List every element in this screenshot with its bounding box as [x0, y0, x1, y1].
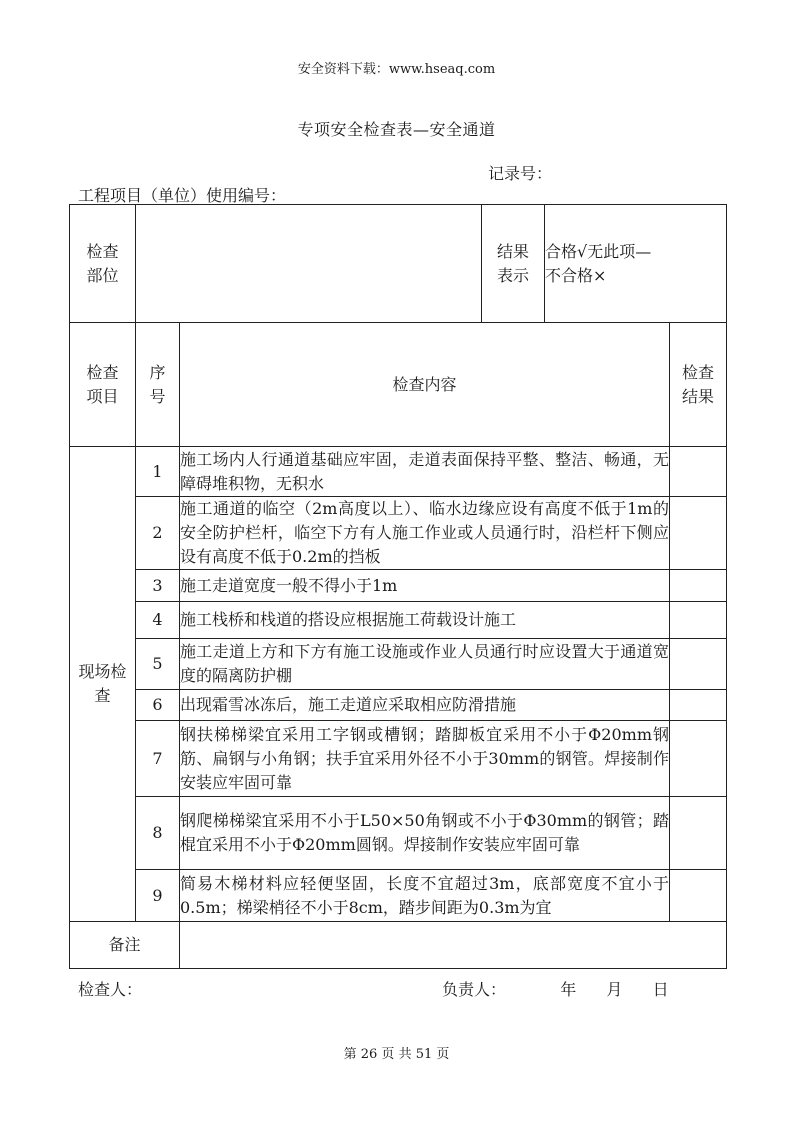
col-content-header: 检查内容 — [180, 323, 670, 447]
row-result-cell[interactable] — [670, 447, 727, 497]
row-content: 施工栈桥和栈道的搭设应根据施工荷载设计施工 — [180, 602, 670, 639]
location-label: 检查部位 — [86, 241, 119, 285]
row-result-cell[interactable] — [670, 721, 727, 797]
result-legend-line1: 合格√无此项— — [545, 241, 652, 261]
row-content: 钢扶梯梯梁宜采用工字钢或槽钢；踏脚板宜采用不小于Φ20mm钢筋、扁钢与小角钢；扶手宜采用外径不小于30mm的钢管。焊接制作安装应牢固可靠 — [180, 721, 670, 797]
record-number-label: 记录号： — [488, 164, 553, 183]
table-row — [70, 639, 727, 690]
table-row — [70, 690, 727, 721]
location-value-cell[interactable] — [136, 205, 482, 323]
table-header-row — [70, 323, 727, 447]
row-seq: 1 — [136, 447, 180, 497]
table-row — [70, 447, 727, 497]
table-row — [70, 570, 727, 602]
date-month-label: 月 — [606, 980, 623, 999]
location-label-cell — [70, 205, 136, 323]
row-seq: 5 — [136, 639, 180, 690]
row-seq: 4 — [136, 602, 180, 639]
page-header: 安全资料下载：www.hseaq.com — [297, 62, 496, 77]
table-row — [70, 602, 727, 639]
row-content: 施工走道宽度一般不得小于1m — [180, 570, 670, 602]
date-year-label: 年 — [560, 980, 577, 999]
table-row — [70, 797, 727, 870]
row-content: 施工走道上方和下方有施工设施或作业人员通行时应设置大于通道宽度的隔离防护棚 — [180, 639, 670, 690]
col-seq-header: 序号 — [136, 323, 180, 447]
row-seq: 7 — [136, 721, 180, 797]
row-seq: 3 — [136, 570, 180, 602]
project-number-label: 工程项目（单位）使用编号： — [78, 186, 287, 205]
remarks-label: 备注 — [70, 922, 180, 969]
row-result-cell[interactable] — [670, 797, 727, 870]
page-title: 专项安全检查表—安全通道 — [297, 120, 496, 139]
row-content: 施工通道的临空（2m高度以上）、临水边缘应设有高度不低于1m的安全防护栏杆，临空下方有人施工作业或人员通行时，沿栏杆下侧应设有高度不低于0.2m的挡板 — [180, 497, 670, 570]
result-legend-label: 结果表示 — [496, 241, 529, 285]
remarks-value[interactable] — [180, 922, 727, 969]
row-result-cell[interactable] — [670, 690, 727, 721]
col-result-header: 检查结果 — [670, 323, 727, 447]
group-label-cell — [70, 447, 136, 922]
inspection-table — [69, 322, 727, 969]
group-label: 现场检查 — [78, 662, 127, 705]
row-result-cell[interactable] — [670, 639, 727, 690]
row-content: 钢爬梯梯梁宜采用不小于L50×50角钢或不小于Φ30mm的钢管；踏棍宜采用不小于Φ20mm圆钢。焊接制作安装应牢固可靠 — [180, 797, 670, 870]
row-seq: 6 — [136, 690, 180, 721]
row-content: 施工场内人行通道基础应牢固，走道表面保持平整、整洁、畅通，无障碍堆积物，无积水 — [180, 447, 670, 497]
row-seq: 8 — [136, 797, 180, 870]
row-result-cell[interactable] — [670, 870, 727, 922]
responsible-label: 负责人： — [442, 980, 507, 999]
result-legend-label-cell — [482, 205, 545, 323]
row-result-cell[interactable] — [670, 602, 727, 639]
row-seq: 9 — [136, 870, 180, 922]
row-seq: 2 — [136, 497, 180, 570]
row-content: 出现霜雪冰冻后，施工走道应采取相应防滑措施 — [180, 690, 670, 721]
remarks-row — [70, 922, 727, 969]
result-legend-cell — [545, 205, 727, 323]
table-row — [70, 870, 727, 922]
table-row — [70, 721, 727, 797]
row-content: 简易木梯材料应轻便坚固，长度不宜超过3m，底部宽度不宜小于0.5m；梯梁梢径不小于8cm，踏步间距为0.3m为宜 — [180, 870, 670, 922]
location-table — [69, 204, 727, 323]
page-number: 第 26 页 共 51 页 — [343, 1047, 450, 1062]
row-result-cell[interactable] — [670, 497, 727, 570]
result-legend-line2: 不合格× — [545, 265, 607, 285]
responsible-signoff — [442, 977, 669, 1000]
row-result-cell[interactable] — [670, 570, 727, 602]
inspector-label: 检查人： — [78, 980, 143, 999]
col-item-header: 检查项目 — [70, 323, 136, 447]
date-day-label: 日 — [652, 980, 669, 999]
table-row — [70, 497, 727, 570]
